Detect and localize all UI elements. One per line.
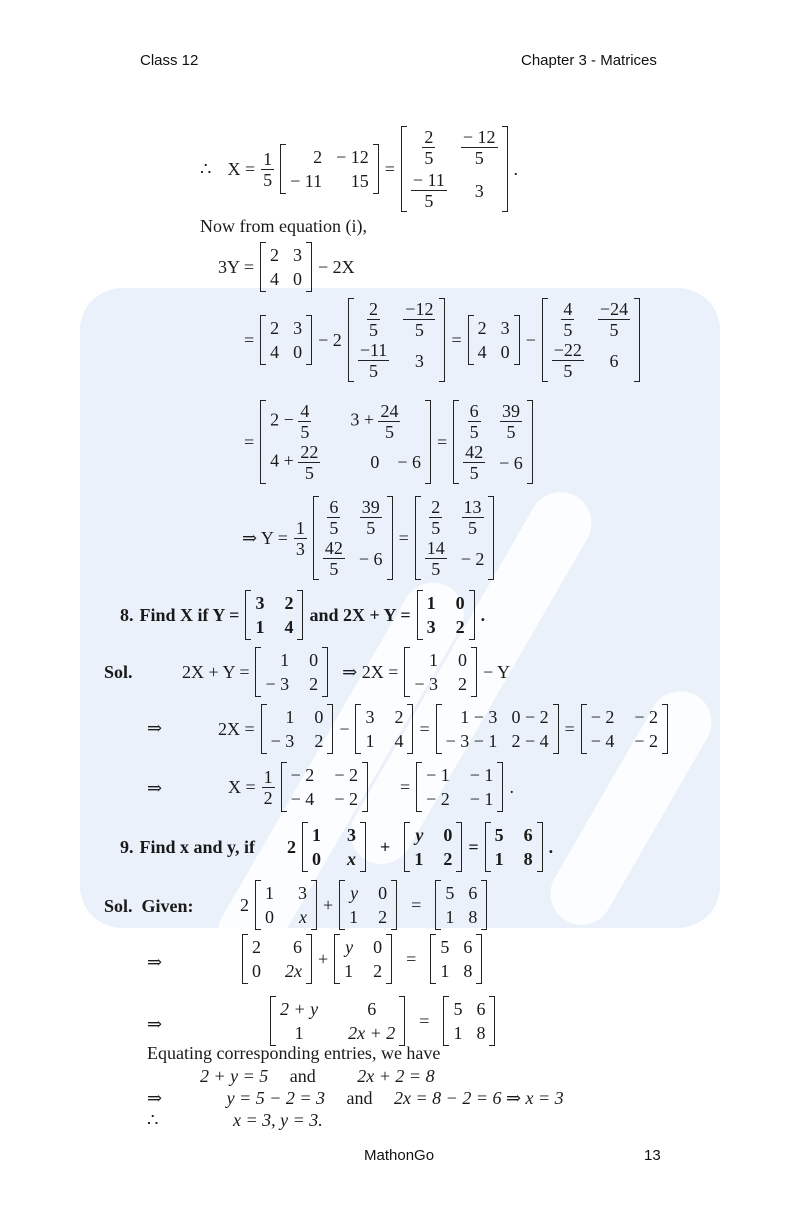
matrix: y 0 1 2 — [334, 934, 392, 984]
matrix: y 0 1 2 — [339, 880, 397, 930]
solution-8-line-1: 2X + Y = 1 0 − 3 2 ⇒ 2X = 1 0 − 3 2 − Y — [182, 647, 510, 697]
solution-label: Sol. — [104, 662, 133, 682]
solution-label: Sol. Given: — [104, 896, 194, 916]
matrix: 2 − 12 − 11 15 — [280, 144, 379, 194]
solution-9-line-3: 2 + y 6 1 2x + 2 = 5 6 1 8 — [270, 996, 495, 1046]
solution-8-line-2: 2X = 1 0 − 3 2 − 3 2 1 4 = 1 − 3 0 − 2 − 3 − 1 2 − 4 = − 2 − 2 − 4 − 2 — [218, 704, 668, 754]
implies-symbol: ⇒ — [147, 778, 163, 798]
matrix: $\frac{6}{5}$ $\frac{39}{5}$ $\frac{42}{5}$ − 6 — [453, 400, 533, 484]
matrix: 5 6 1 8 — [430, 934, 482, 984]
matrix: $\frac{2}{5}$ $\frac{-12}{5}$ $\frac{-11}{5}$ 3 — [348, 298, 446, 382]
matrix: − 2 − 2 − 4 − 2 — [281, 762, 368, 812]
equation-step-2: = 2 − $\frac{4}{5}$ 3 + $\frac{24}{5}$ 4 + $\frac{22}{5}$ 0 − 6 = $\frac{6}{5}$ $\frac{39}{5}$ $\frac{42}{5}$ − 6 — [244, 400, 533, 484]
question-8: 8. Find X if Y = 3 2 1 4 and 2X + Y = 1 0 3 2 . — [120, 590, 485, 640]
equation-line-2: ⇒ y = 5 − 2 = 3 and 2x = 8 − 2 = 6 ⇒ x = 3 — [147, 1088, 564, 1108]
matrix: 2 3 4 0 — [260, 315, 312, 365]
matrix: 5 6 1 8 — [485, 822, 543, 872]
header-chapter: Chapter 3 - Matrices — [521, 52, 657, 69]
matrix: 1 0 − 3 2 — [261, 704, 334, 754]
matrix: 1 − 3 0 − 2 − 3 − 1 2 − 4 — [436, 704, 559, 754]
matrix: 3 2 1 4 — [355, 704, 413, 754]
matrix: 1 0 3 2 — [417, 590, 475, 640]
question-9: 9. Find x and y, if 2 1 3 0 x + y 0 1 2 = 5 6 1 8 . — [120, 822, 553, 872]
equation-y-result: ⇒ Y = $\frac{1}{3}$ $\frac{6}{5}$ $\frac{39}{5}$ $\frac{42}{5}$ − 6 = $\frac{2}{5}$ $\frac{13}{5}$ $\frac{14}{5}$ − 2 — [242, 496, 494, 580]
solution-9-line-2: 2 6 0 2x + y 0 1 2 = 5 6 1 8 — [242, 934, 482, 984]
matrix: 1 0 − 3 2 — [404, 647, 477, 697]
matrix: − 2 − 2 − 4 − 2 — [581, 704, 668, 754]
equation-line-3: ∴ x = 3, y = 3. — [147, 1110, 323, 1130]
implies-symbol: ⇒ — [147, 952, 163, 972]
equation-step-1: = 2 3 4 0 − 2 $\frac{2}{5}$ $\frac{-12}{5}$ $\frac{-11}{5}$ 3 = 2 3 4 0 − $\frac{4}{5}$ $\frac{-24}{5}$ $\frac{-22}{5}$ 6 — [244, 298, 640, 382]
matrix: − 1 − 1 − 2 − 1 — [416, 762, 503, 812]
matrix: $\frac{4}{5}$ $\frac{-24}{5}$ $\frac{-22}{5}$ 6 — [542, 298, 640, 382]
matrix: $\frac{2}{5}$ $\frac{- 12}{5}$ $\frac{- 11}{5}$ 3 — [401, 126, 508, 212]
matrix: $\frac{6}{5}$ $\frac{39}{5}$ $\frac{42}{5}$ − 6 — [313, 496, 393, 580]
matrix: y 0 1 2 — [404, 822, 462, 872]
equation-x-result: ∴ X = $\frac{1}{5}$ 2 − 12 − 11 15 = $\frac{2}{5}$ $\frac{- 12}{5}$ $\frac{- 11}{5}$ 3 . — [200, 127, 519, 211]
matrix: 1 3 0 x — [255, 880, 317, 930]
matrix: 1 3 0 x — [302, 822, 366, 872]
matrix: 2 3 4 0 — [468, 315, 520, 365]
implies-symbol: ⇒ — [147, 718, 163, 738]
equation-3y: 3Y = 2 3 4 0 − 2X — [218, 242, 355, 292]
page-number: 13 — [644, 1147, 661, 1164]
header-class: Class 12 — [140, 52, 199, 69]
matrix: $\frac{2}{5}$ $\frac{13}{5}$ $\frac{14}{5}$ − 2 — [415, 496, 495, 580]
matrix: 2 3 4 0 — [260, 242, 312, 292]
matrix: 1 0 − 3 2 — [255, 647, 328, 697]
equation-line-1: 2 + y = 5 and 2x + 2 = 8 — [200, 1066, 435, 1086]
footer-brand: MathonGo — [364, 1147, 435, 1164]
matrix: 2 + y 6 1 2x + 2 — [270, 996, 405, 1046]
matrix: 2 − $\frac{4}{5}$ 3 + $\frac{24}{5}$ 4 + $\frac{22}{5}$ 0 − 6 — [260, 400, 431, 484]
text-now-from-equation: Now from equation (i), — [200, 216, 367, 236]
matrix: 3 2 1 4 — [245, 590, 303, 640]
matrix: 5 6 1 8 — [435, 880, 487, 930]
fraction: $\frac{1}{5}$ — [263, 148, 273, 190]
therefore-symbol: ∴ — [200, 158, 212, 179]
solution-8-line-3: X = $\frac{1}{2}$ − 2 − 2 − 4 − 2 = − 1 − 1 − 2 − 1 . — [228, 762, 514, 812]
implies-symbol: ⇒ — [147, 1014, 163, 1034]
matrix: 5 6 1 8 — [443, 996, 495, 1046]
text-equating: Equating corresponding entries, we have — [147, 1043, 441, 1063]
matrix: 2 6 0 2x — [242, 934, 312, 984]
solution-9-line-1: 2 1 3 0 x + y 0 1 2 = 5 6 1 8 — [240, 880, 487, 930]
